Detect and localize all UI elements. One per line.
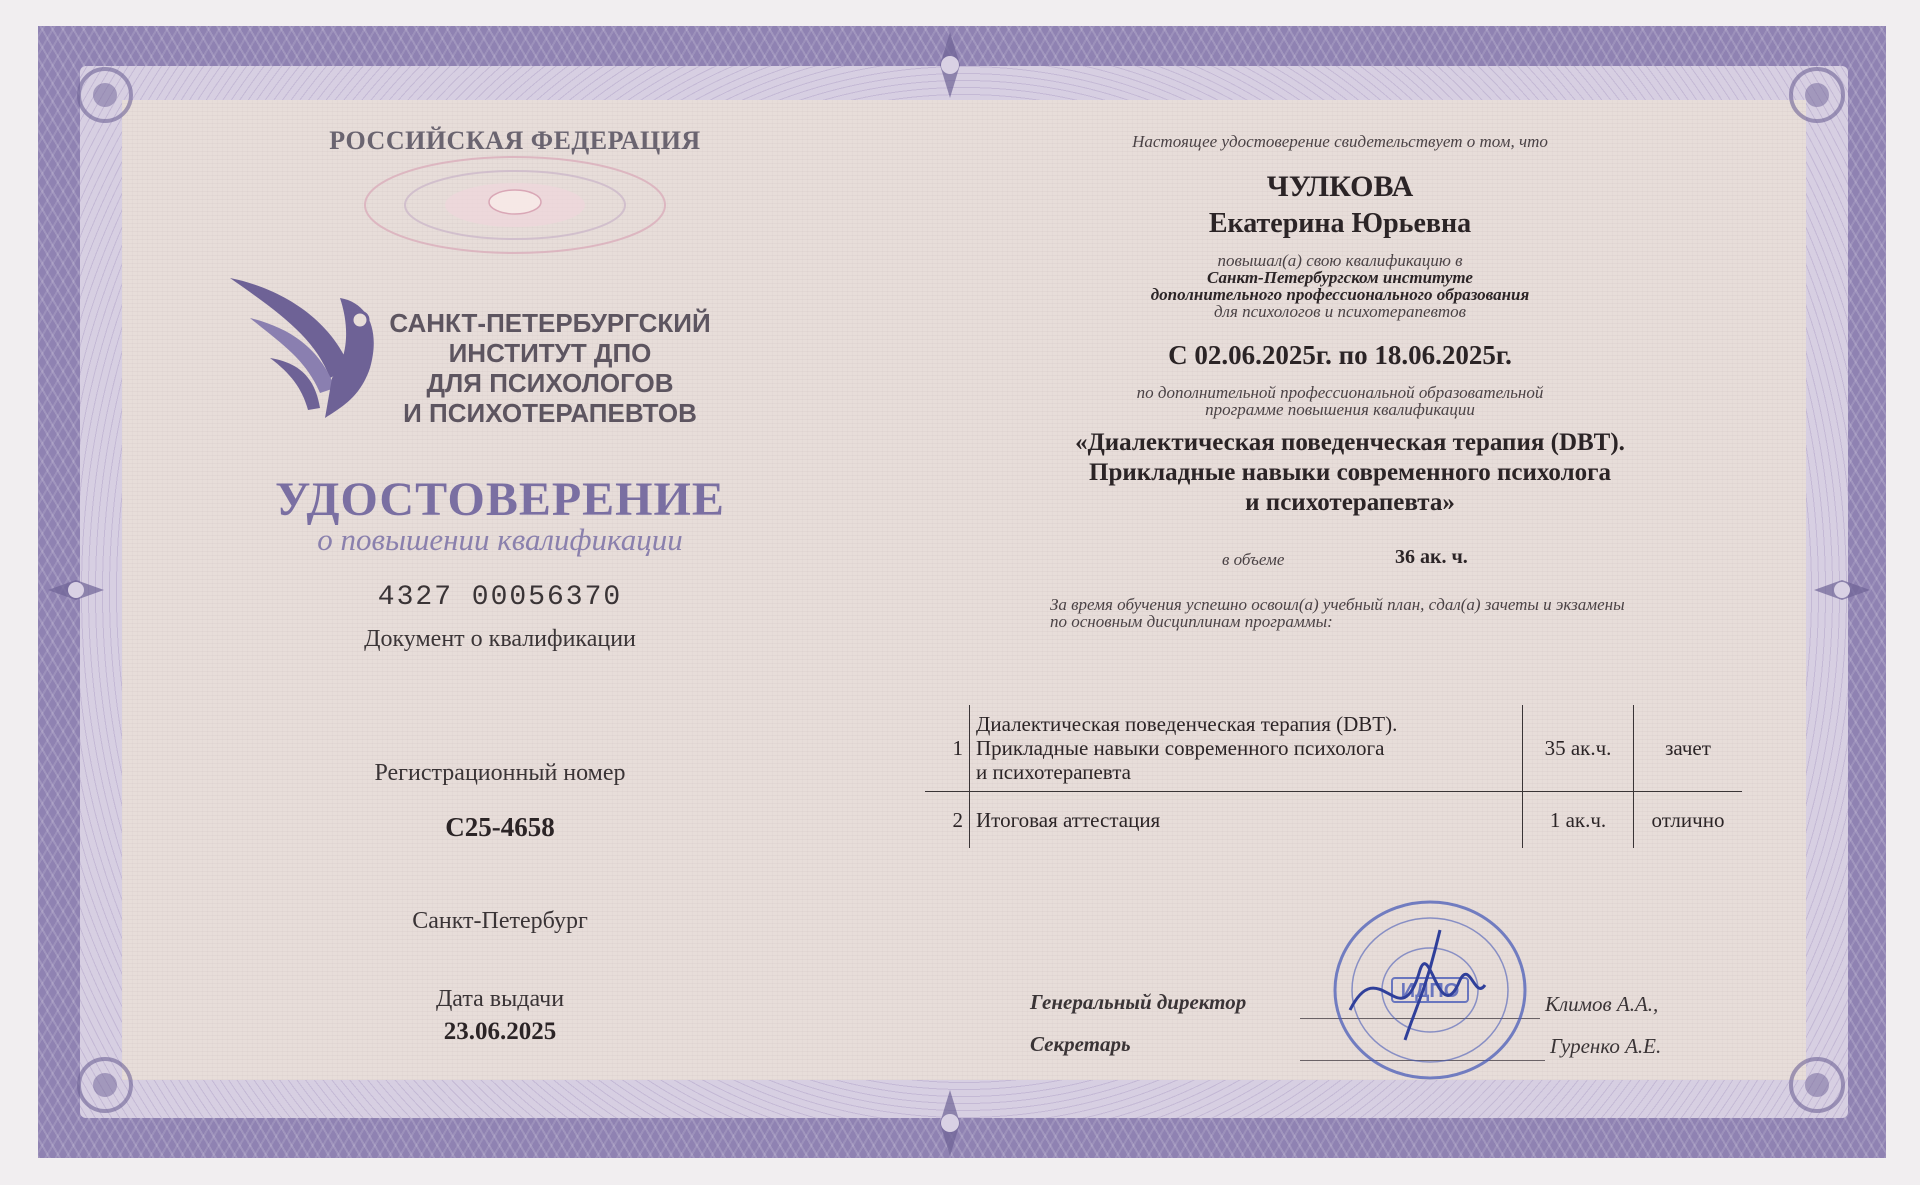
issue-city: Санкт-Петербург [412, 908, 588, 934]
document-type: Документ о квалификации [364, 626, 636, 652]
subject-grade: зачет [1634, 705, 1743, 792]
subject-hours: 35 ак.ч. [1523, 705, 1634, 792]
program-intro-line: по дополнительной профессиональной образовательной [1136, 383, 1544, 402]
subject-title-line: Диалектическая поведенческая терапия (DBT). [976, 712, 1398, 736]
document-title: УДОСТОВЕРЕНИЕ [275, 473, 725, 526]
recipient-given-names: Екатерина Юрьевна [1208, 208, 1472, 239]
logo-line: ИНСТИТУТ ДПО [448, 338, 652, 368]
program-title-line: Прикладные навыки современного психолога [1089, 459, 1611, 486]
series-number: 4327 00056370 [377, 582, 623, 613]
logo-line: САНКТ-ПЕТЕРБУРГСКИЙ [389, 308, 711, 338]
subject-title [970, 792, 1523, 849]
table-row [925, 792, 1742, 849]
subject-number: 1 [925, 705, 970, 792]
program-intro-line: программе повышения квалификации [1205, 400, 1475, 419]
logo-line: И ПСИХОТЕРАПЕВТОВ [403, 398, 697, 428]
training-period: С 02.06.2025г. по 18.06.2025г. [1168, 340, 1512, 370]
corner-ornament-bottom-left [70, 1050, 140, 1120]
plan-line: по основным дисциплинам программы: [1050, 612, 1333, 631]
recipient-surname: ЧУЛКОВА [1266, 170, 1414, 203]
emblem-ornament [280, 150, 750, 260]
rosette-ornament-top [920, 30, 980, 100]
institution-logo-text [385, 308, 715, 428]
recipient-intro: Настоящее удостоверение свидетельствует о том, что [1132, 132, 1548, 151]
rosette-ornament-left [46, 555, 106, 625]
svg-text:ИДПО: ИДПО [1400, 980, 1460, 1002]
institute-line: дополнительного профессионального образования [1150, 285, 1530, 304]
director-name: Климов А.А., [1545, 992, 1659, 1016]
rosette-ornament-bottom [920, 1088, 980, 1158]
registration-label: Регистрационный номер [374, 760, 626, 786]
subject-hours: 1 ак.ч. [1523, 792, 1634, 849]
subject-title [970, 705, 1523, 792]
corner-ornament-top-right [1782, 60, 1852, 130]
program-intro [1080, 384, 1600, 418]
subject-title-line: Прикладные навыки современного психолога [976, 736, 1385, 760]
secretary-role: Секретарь [1030, 1032, 1131, 1056]
secretary-name: Гуренко А.Е. [1550, 1034, 1662, 1058]
institute-block [1050, 252, 1630, 320]
rosette-ornament-right [1812, 555, 1872, 625]
owl-wing-logo-icon [220, 258, 385, 423]
table-row [925, 705, 1742, 792]
issue-date-label: Дата выдачи [435, 986, 565, 1012]
logo-line: ДЛЯ ПСИХОЛОГОВ [426, 368, 674, 398]
subject-number: 2 [952, 807, 963, 832]
institute-line: для психологов и психотерапевтов [1213, 302, 1467, 321]
official-seal-stamp-icon [1310, 890, 1540, 1090]
subject-title-line: и психотерапевта [976, 760, 1131, 784]
subjects-table [925, 705, 1742, 848]
plan-line: За время обучения успешно освоил(а) учебный план, сдал(а) зачеты и экзамены [1050, 595, 1625, 614]
subject-title-line: Итоговая аттестация [976, 808, 1161, 832]
program-volume: 36 ак. ч. [1395, 546, 1468, 568]
study-plan-text [1050, 596, 1810, 630]
volume-label: в объеме [1222, 550, 1285, 569]
registration-number: С25-4658 [445, 812, 555, 842]
issue-date: 23.06.2025 [443, 1018, 557, 1045]
document-subtitle: о повышении квалификации [317, 522, 683, 557]
program-title-line: и психотерапевта» [1245, 489, 1455, 516]
qualified-text: повышал(а) свою квалификацию в [1217, 251, 1463, 270]
program-title-line: «Диалектическая поведенческая терапия (DBT). [1075, 429, 1625, 456]
program-title [1010, 428, 1690, 518]
director-role: Генеральный директор [1030, 990, 1247, 1014]
country-heading: РОССИЙСКАЯ ФЕДЕРАЦИЯ [329, 126, 701, 155]
corner-ornament-bottom-right [1782, 1050, 1852, 1120]
subject-grade: отлично [1634, 792, 1743, 849]
corner-ornament-top-left [70, 60, 140, 130]
institute-line: Санкт-Петербургском институте [1207, 268, 1473, 287]
